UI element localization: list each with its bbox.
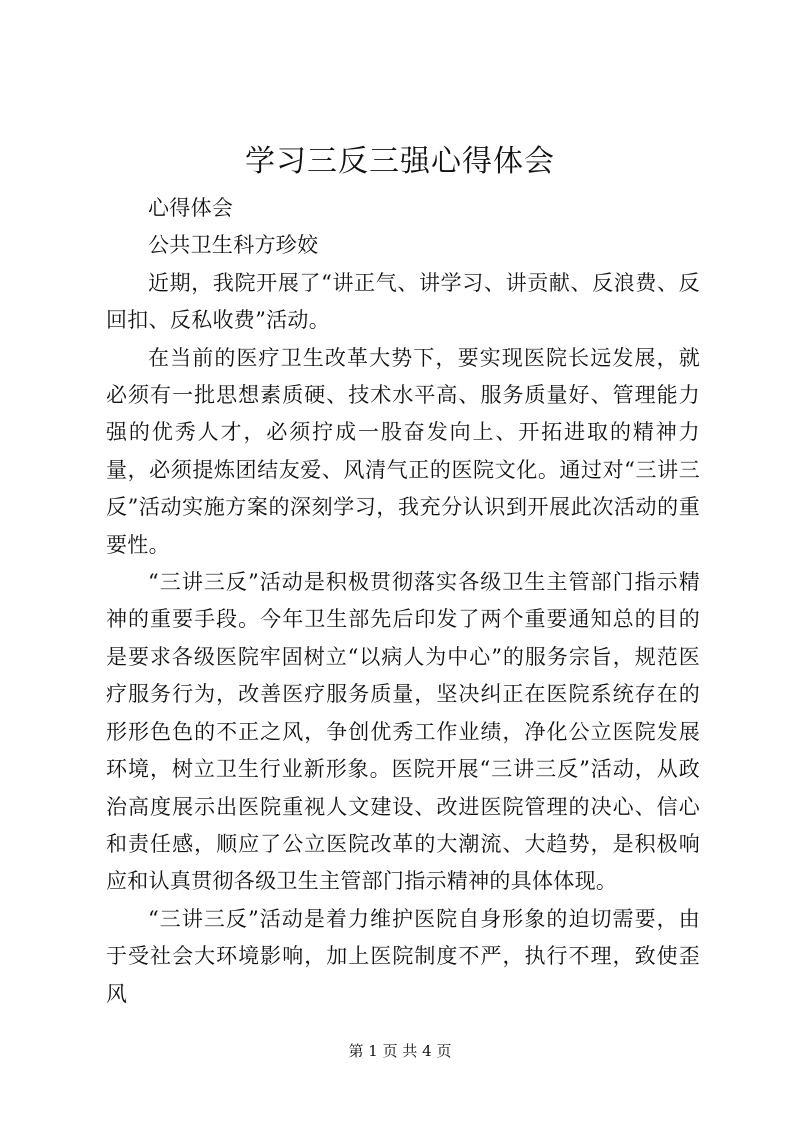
paragraph: 公共卫生科方珍姣 xyxy=(148,233,319,258)
page-footer: 第 1 页 共 4 页 xyxy=(348,1042,452,1060)
paragraph: 心得体会 xyxy=(148,196,234,220)
paragraph: 近期，我院开展了“讲正气、讲学习、讲贡献、反浪费、反回扣、反私收费”活动。 xyxy=(106,270,700,333)
document-title: 学习三反三强心得体会 xyxy=(245,144,555,179)
paragraph: “三讲三反”活动是积极贯彻落实各级卫生主管部门指示精神的重要手段。今年卫生部先后印发了两个重要通知总的目的是要求各级医院牢固树立“以病人为中心”的服务宗旨，规范医疗服务行为，改善医疗服务质量，坚决纠正在医院系统存在的形形色色的不正之风，争创优秀工作业绩，净化公立医院发展环境，树立卫生行业新形象。医院开展“三讲三反”活动，从政治高度展示出医院重视人文建设、改进医院管理的决心、信心和责任感，顺应了公立医院改革的大潮流、大趋势，是积极响应和认真贯彻各级卫生主管部门指示精神的具体体现。 xyxy=(106,570,700,894)
paragraph: 在当前的医疗卫生改革大势下，要实现医院长远发展，就必须有一批思想素质硬、技术水平高、服务质量好、管理能力强的优秀人才，必须拧成一股奋发向上、开拓进取的精神力量，必须提炼团结友爱、风清气正的医院文化。通过对“三讲三反”活动实施方案的深刻学习，我充分认识到开展此次活动的重要性。 xyxy=(106,345,700,557)
paragraph: “三讲三反”活动是着力维护医院自身形象的迫切需要，由于受社会大环境影响，加上医院制度不严，执行不理，致使歪风 xyxy=(106,906,700,1006)
document-body xyxy=(106,190,700,1013)
